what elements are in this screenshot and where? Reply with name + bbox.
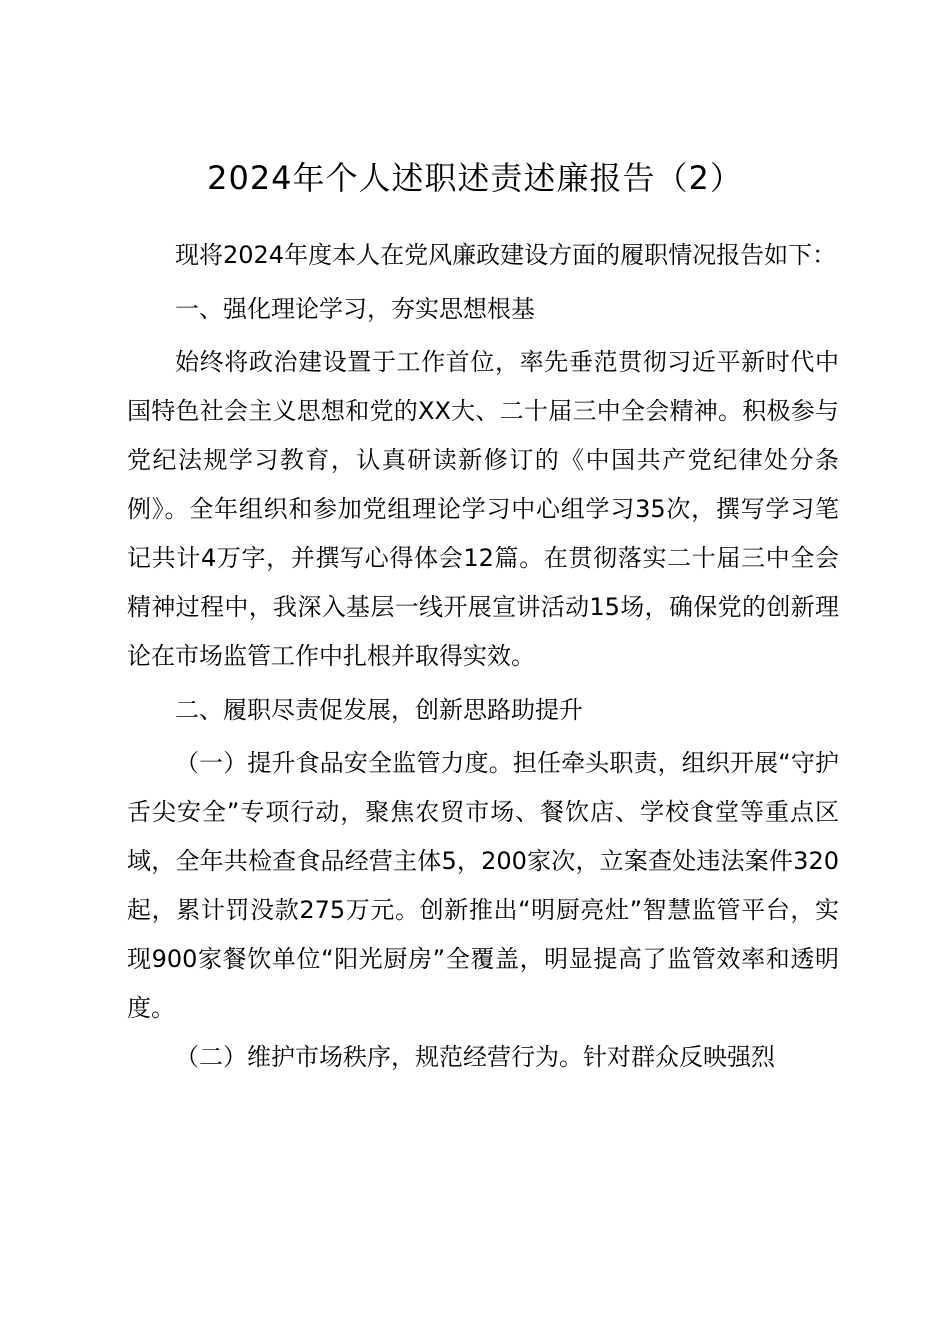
document-body — [127, 231, 839, 1082]
section-1-paragraph: 始终将政治建设置于工作首位，率先垂范贯彻习近平新时代中国特色社会主义思想和党的XX大、二十届三中全会精神。积极参与党纪法规学习教育，认真研读新修订的《中国共产党纪律处分条例》。全年组织和参加党组理论学习中心组学习35次，撰写学习笔记共计4万字，并撰写心得体会12篇。在贯彻落实二十届三中全会精神过程中，我深入基层一线开展宣讲活动15场，确保党的创新理论在市场监管工作中扎根并取得实效。 — [127, 348, 839, 670]
intro-paragraph: 现将2024年度本人在党风廉政建设方面的履职情况报告如下： — [175, 241, 837, 269]
section-2-item-2-paragraph: （二）维护市场秩序，规范经营行为。针对群众反映强烈 — [175, 1043, 775, 1071]
section-heading-2: 二、履职尽责促发展，创新思路助提升 — [175, 696, 583, 724]
document-title: 2024年个人述职述责述廉报告（2） — [207, 159, 743, 197]
section-2-item-1-paragraph: （一）提升食品安全监管力度。担任牵头职责，组织开展“守护舌尖安全”专项行动，聚焦农贸市场、餐饮店、学校食堂等重点区域，全年共检查食品经营主体5，200家次，立案查处违法案件320起，累计罚没款275万元。创新推出“明厨亮灶”智慧监管平台，实现900家餐饮单位“阳光厨房”全覆盖，明显提高了监管效率和透明度。 — [127, 749, 839, 1022]
section-heading-1: 一、强化理论学习，夯实思想根基 — [175, 295, 535, 323]
